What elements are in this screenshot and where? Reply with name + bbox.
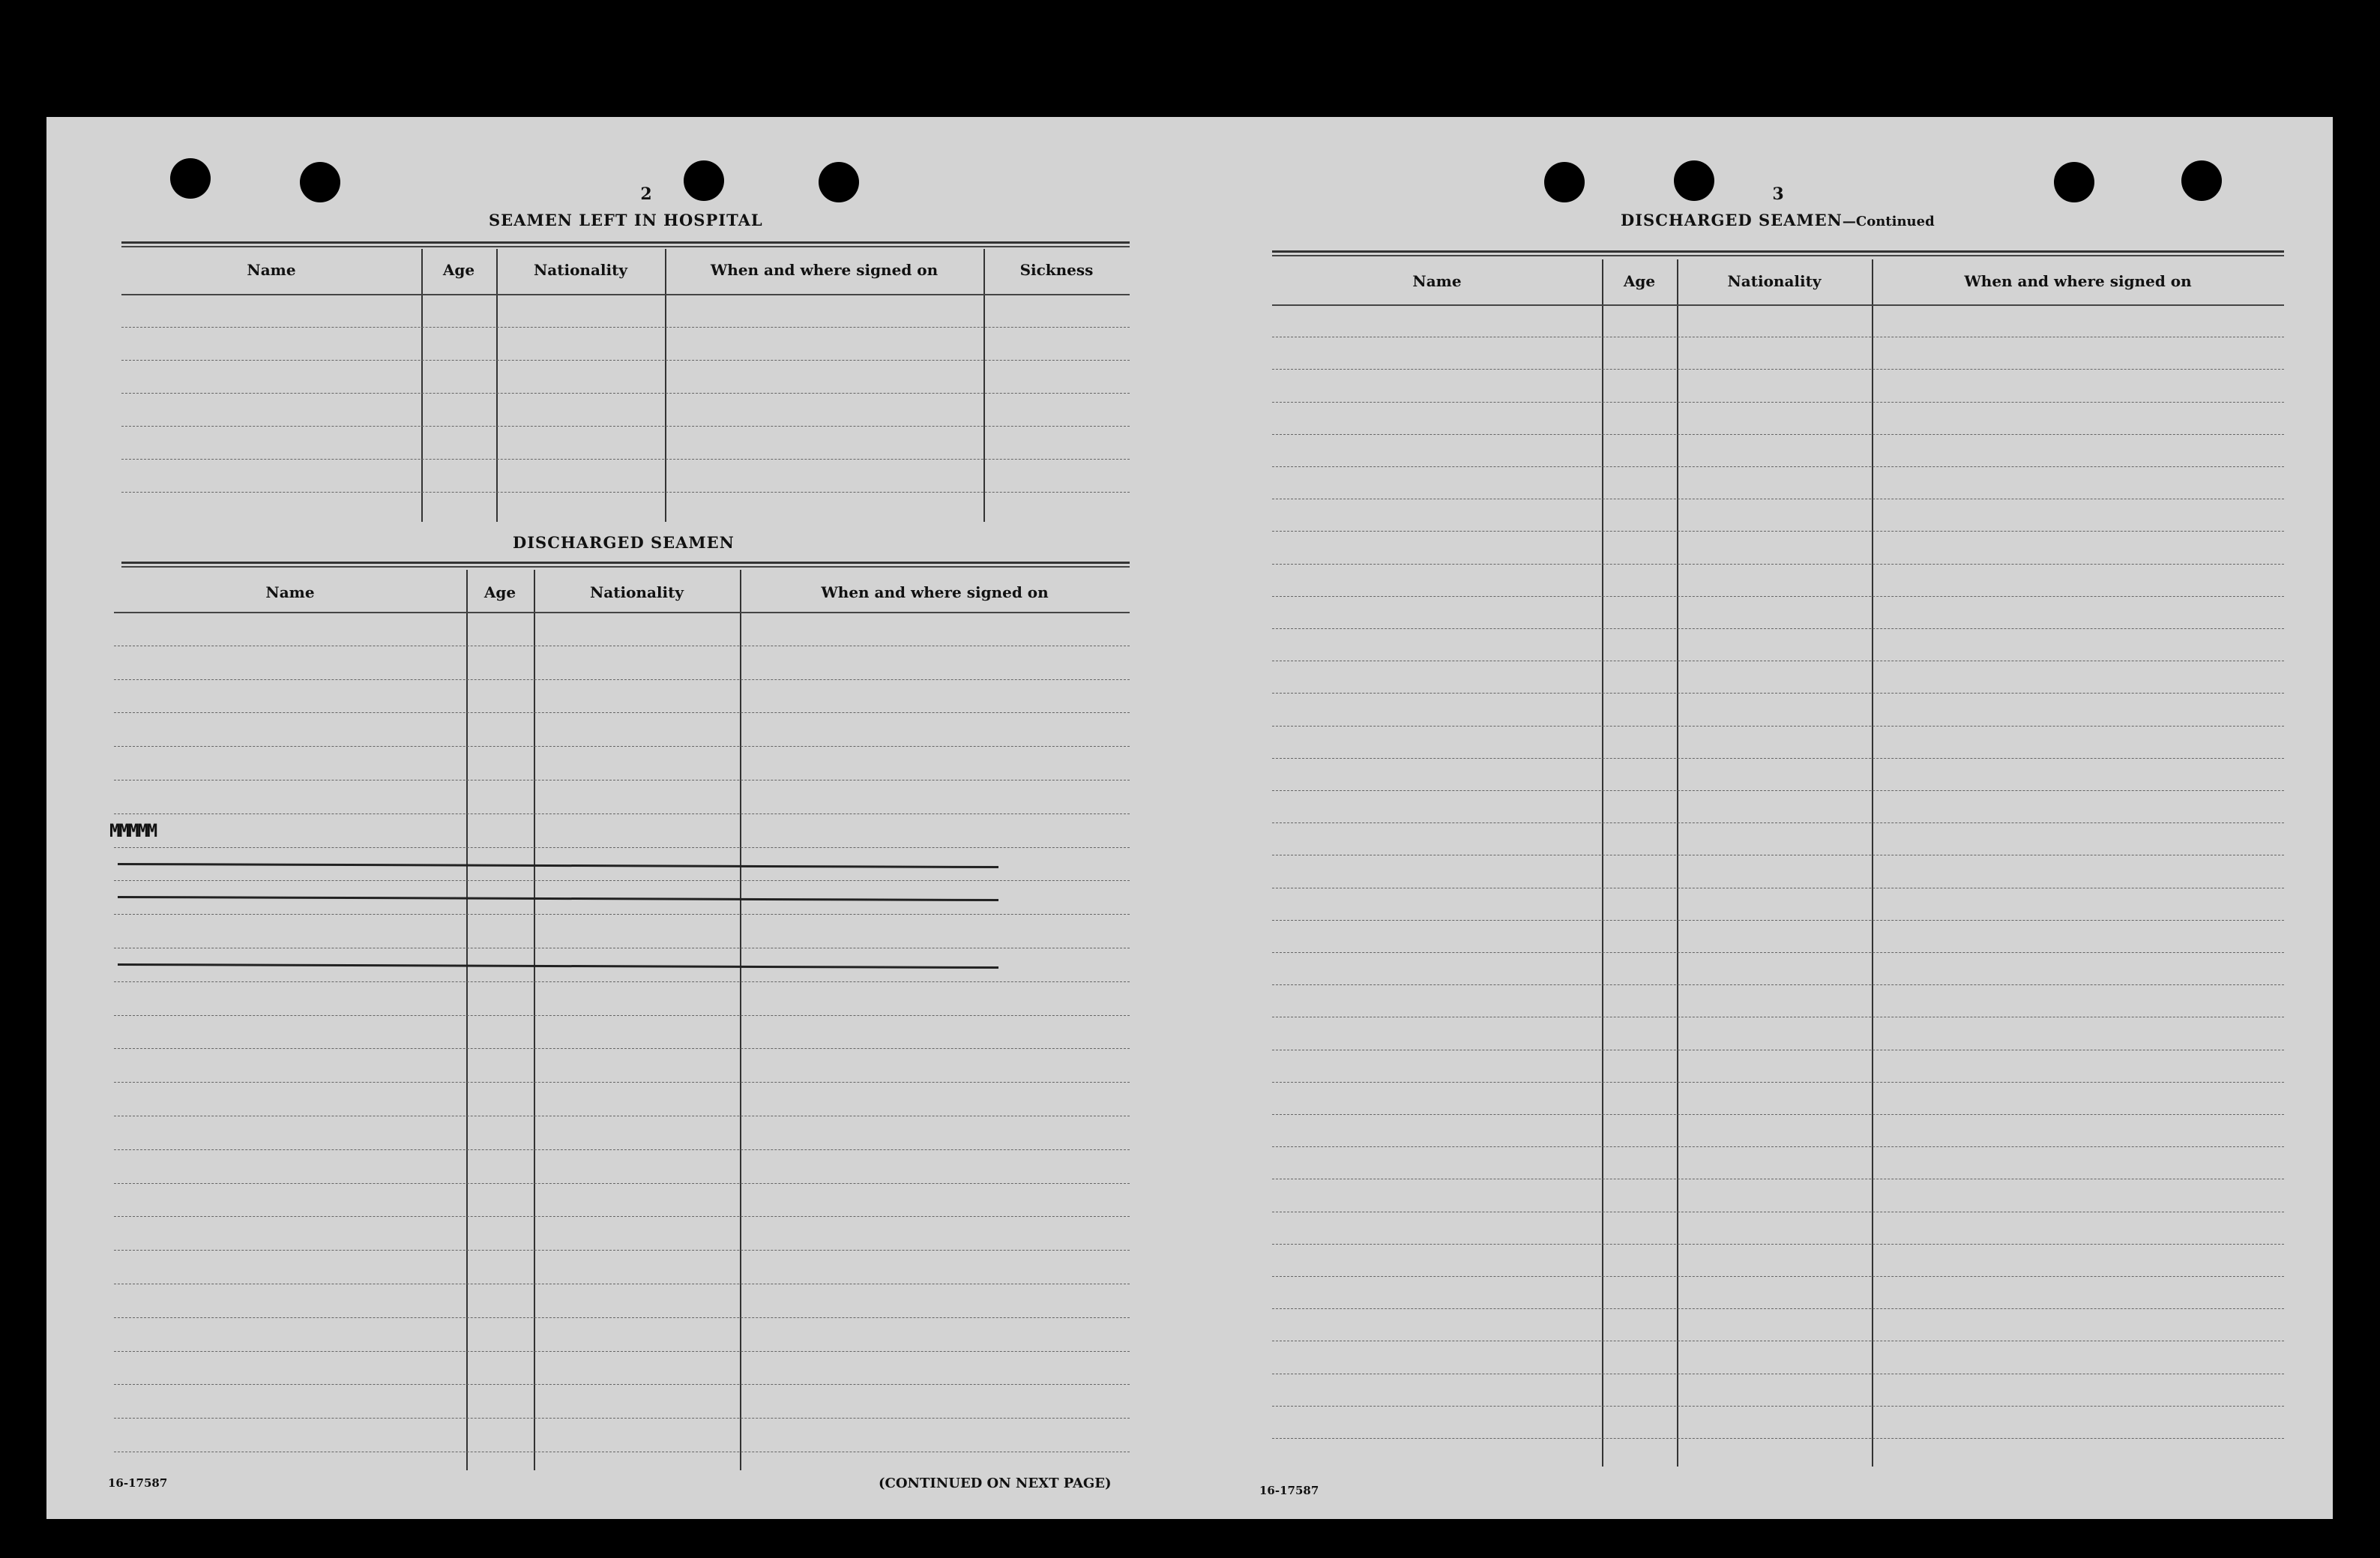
table-row-line xyxy=(114,914,1130,915)
column-divider xyxy=(1872,259,1873,1467)
form-number-left: 16-17587 xyxy=(108,1476,168,1490)
table-row-line xyxy=(1272,855,2284,856)
table-row-line xyxy=(1272,628,2284,630)
table-row-line xyxy=(121,360,1130,361)
table-row-line xyxy=(121,393,1130,394)
table-row-line xyxy=(114,1418,1130,1419)
table-row-line xyxy=(114,1250,1130,1251)
strike-through-line xyxy=(118,896,998,901)
punch-hole xyxy=(1674,160,1714,201)
discharged-header-0: Name xyxy=(265,583,315,601)
table-row-line xyxy=(114,746,1130,748)
table-row-line xyxy=(121,459,1130,460)
table-row-line xyxy=(1272,952,2284,954)
table-row-line xyxy=(1272,337,2284,338)
column-divider xyxy=(466,570,468,1470)
table-row-line xyxy=(114,1284,1130,1285)
table-row-line xyxy=(1272,758,2284,760)
table-row-line xyxy=(1272,531,2284,532)
table-row-line xyxy=(1272,1276,2284,1278)
punch-hole xyxy=(300,162,340,202)
right-header-2: Nationality xyxy=(1727,272,1822,290)
table-row-line xyxy=(1272,1146,2284,1148)
page-number-left: 2 xyxy=(640,184,652,204)
table-row-line xyxy=(1272,1308,2284,1310)
continued-note: (CONTINUED ON NEXT PAGE) xyxy=(879,1476,1112,1491)
table-row-line xyxy=(114,1351,1130,1353)
table-row-line xyxy=(114,1082,1130,1083)
table-row-line xyxy=(1272,1244,2284,1245)
table-row-line xyxy=(114,948,1130,949)
right-title-suffix: —Continued xyxy=(1842,214,1935,229)
table-row-line xyxy=(114,1116,1130,1117)
table-row-line xyxy=(114,1384,1130,1386)
table-row-line xyxy=(114,1183,1130,1185)
table-row-line xyxy=(114,1317,1130,1319)
hospital-header-4: Sickness xyxy=(1019,261,1094,279)
table-row-line xyxy=(1272,466,2284,468)
table-row-line xyxy=(1272,1341,2284,1342)
column-divider xyxy=(665,249,666,522)
punch-hole xyxy=(2054,162,2094,202)
column-divider xyxy=(1677,259,1678,1467)
table-row-line xyxy=(114,1452,1130,1453)
rule xyxy=(121,566,1130,568)
column-divider xyxy=(1602,259,1603,1467)
hospital-header-1: Age xyxy=(442,261,475,279)
rule xyxy=(121,562,1130,564)
punch-hole xyxy=(170,158,211,199)
table-row-line xyxy=(121,327,1130,328)
strike-through-line xyxy=(118,863,998,868)
table-row-line xyxy=(1272,661,2284,662)
hospital-title: SEAMEN LEFT IN HOSPITAL xyxy=(489,211,763,229)
record-sheet xyxy=(46,117,2333,1519)
table-row-line xyxy=(1272,1374,2284,1375)
table-row-line xyxy=(1272,369,2284,370)
column-divider xyxy=(983,249,985,522)
table-row-line xyxy=(1272,1179,2284,1180)
table-row-line xyxy=(1272,1082,2284,1083)
table-row-line xyxy=(1272,1212,2284,1213)
column-divider xyxy=(496,249,498,522)
punch-hole xyxy=(2181,160,2222,201)
table-row-line xyxy=(114,1048,1130,1050)
table-row-line xyxy=(1272,1406,2284,1407)
rule xyxy=(1272,255,2284,256)
discharged-header-2: Nationality xyxy=(590,583,684,601)
table-row-line xyxy=(1272,402,2284,403)
table-row-line xyxy=(1272,693,2284,694)
table-row-line xyxy=(1272,726,2284,727)
table-row-line xyxy=(114,880,1130,882)
right-header-0: Name xyxy=(1412,272,1462,290)
table-row-line xyxy=(114,1149,1130,1151)
table-row-line xyxy=(121,426,1130,427)
table-row-line xyxy=(1272,596,2284,598)
voided-typed-line: MMMMM xyxy=(109,820,157,841)
punch-hole xyxy=(684,160,724,201)
strike-through-line xyxy=(118,963,998,969)
table-row-line xyxy=(1272,920,2284,921)
table-row-line xyxy=(1272,434,2284,436)
table-row-line xyxy=(114,1216,1130,1218)
rule xyxy=(121,246,1130,247)
table-row-line xyxy=(1272,1114,2284,1116)
right-page-title xyxy=(1621,211,1935,229)
table-row-line xyxy=(114,712,1130,714)
table-row-line xyxy=(1272,1438,2284,1440)
table-row-line xyxy=(1272,822,2284,824)
table-row-line xyxy=(1272,564,2284,565)
discharged-title: DISCHARGED SEAMEN xyxy=(513,533,735,552)
rule xyxy=(1272,250,2284,253)
rule xyxy=(114,612,1130,613)
table-row-line xyxy=(1272,1050,2284,1051)
rule xyxy=(121,294,1130,295)
rule xyxy=(121,241,1130,244)
table-row-line xyxy=(1272,984,2284,986)
table-row-line xyxy=(114,1015,1130,1017)
table-row-line xyxy=(1272,790,2284,792)
discharged-header-1: Age xyxy=(483,583,516,601)
hospital-header-2: Nationality xyxy=(534,261,627,279)
column-divider xyxy=(740,570,741,1470)
table-row-line xyxy=(114,981,1130,983)
form-number-right: 16-17587 xyxy=(1259,1484,1319,1497)
punch-hole xyxy=(819,162,859,202)
table-row-line xyxy=(114,646,1130,647)
rule xyxy=(1272,304,2284,306)
right-title-main: DISCHARGED SEAMEN xyxy=(1621,211,1843,229)
table-row-line xyxy=(114,679,1130,681)
table-row-line xyxy=(114,813,1130,815)
table-row-line xyxy=(114,847,1130,849)
hospital-header-3: When and where signed on xyxy=(710,261,939,279)
punch-hole xyxy=(1544,162,1585,202)
table-row-line xyxy=(1272,499,2284,500)
table-row-line xyxy=(1272,1017,2284,1018)
page-number-right: 3 xyxy=(1772,184,1784,204)
column-divider xyxy=(421,249,423,522)
hospital-header-0: Name xyxy=(247,261,296,279)
table-row-line xyxy=(114,780,1130,781)
right-header-3: When and where signed on xyxy=(1964,272,2192,290)
discharged-header-3: When and where signed on xyxy=(821,583,1049,601)
table-row-line xyxy=(121,492,1130,493)
table-row-line xyxy=(1272,888,2284,889)
column-divider xyxy=(534,570,535,1470)
right-header-1: Age xyxy=(1623,272,1656,290)
